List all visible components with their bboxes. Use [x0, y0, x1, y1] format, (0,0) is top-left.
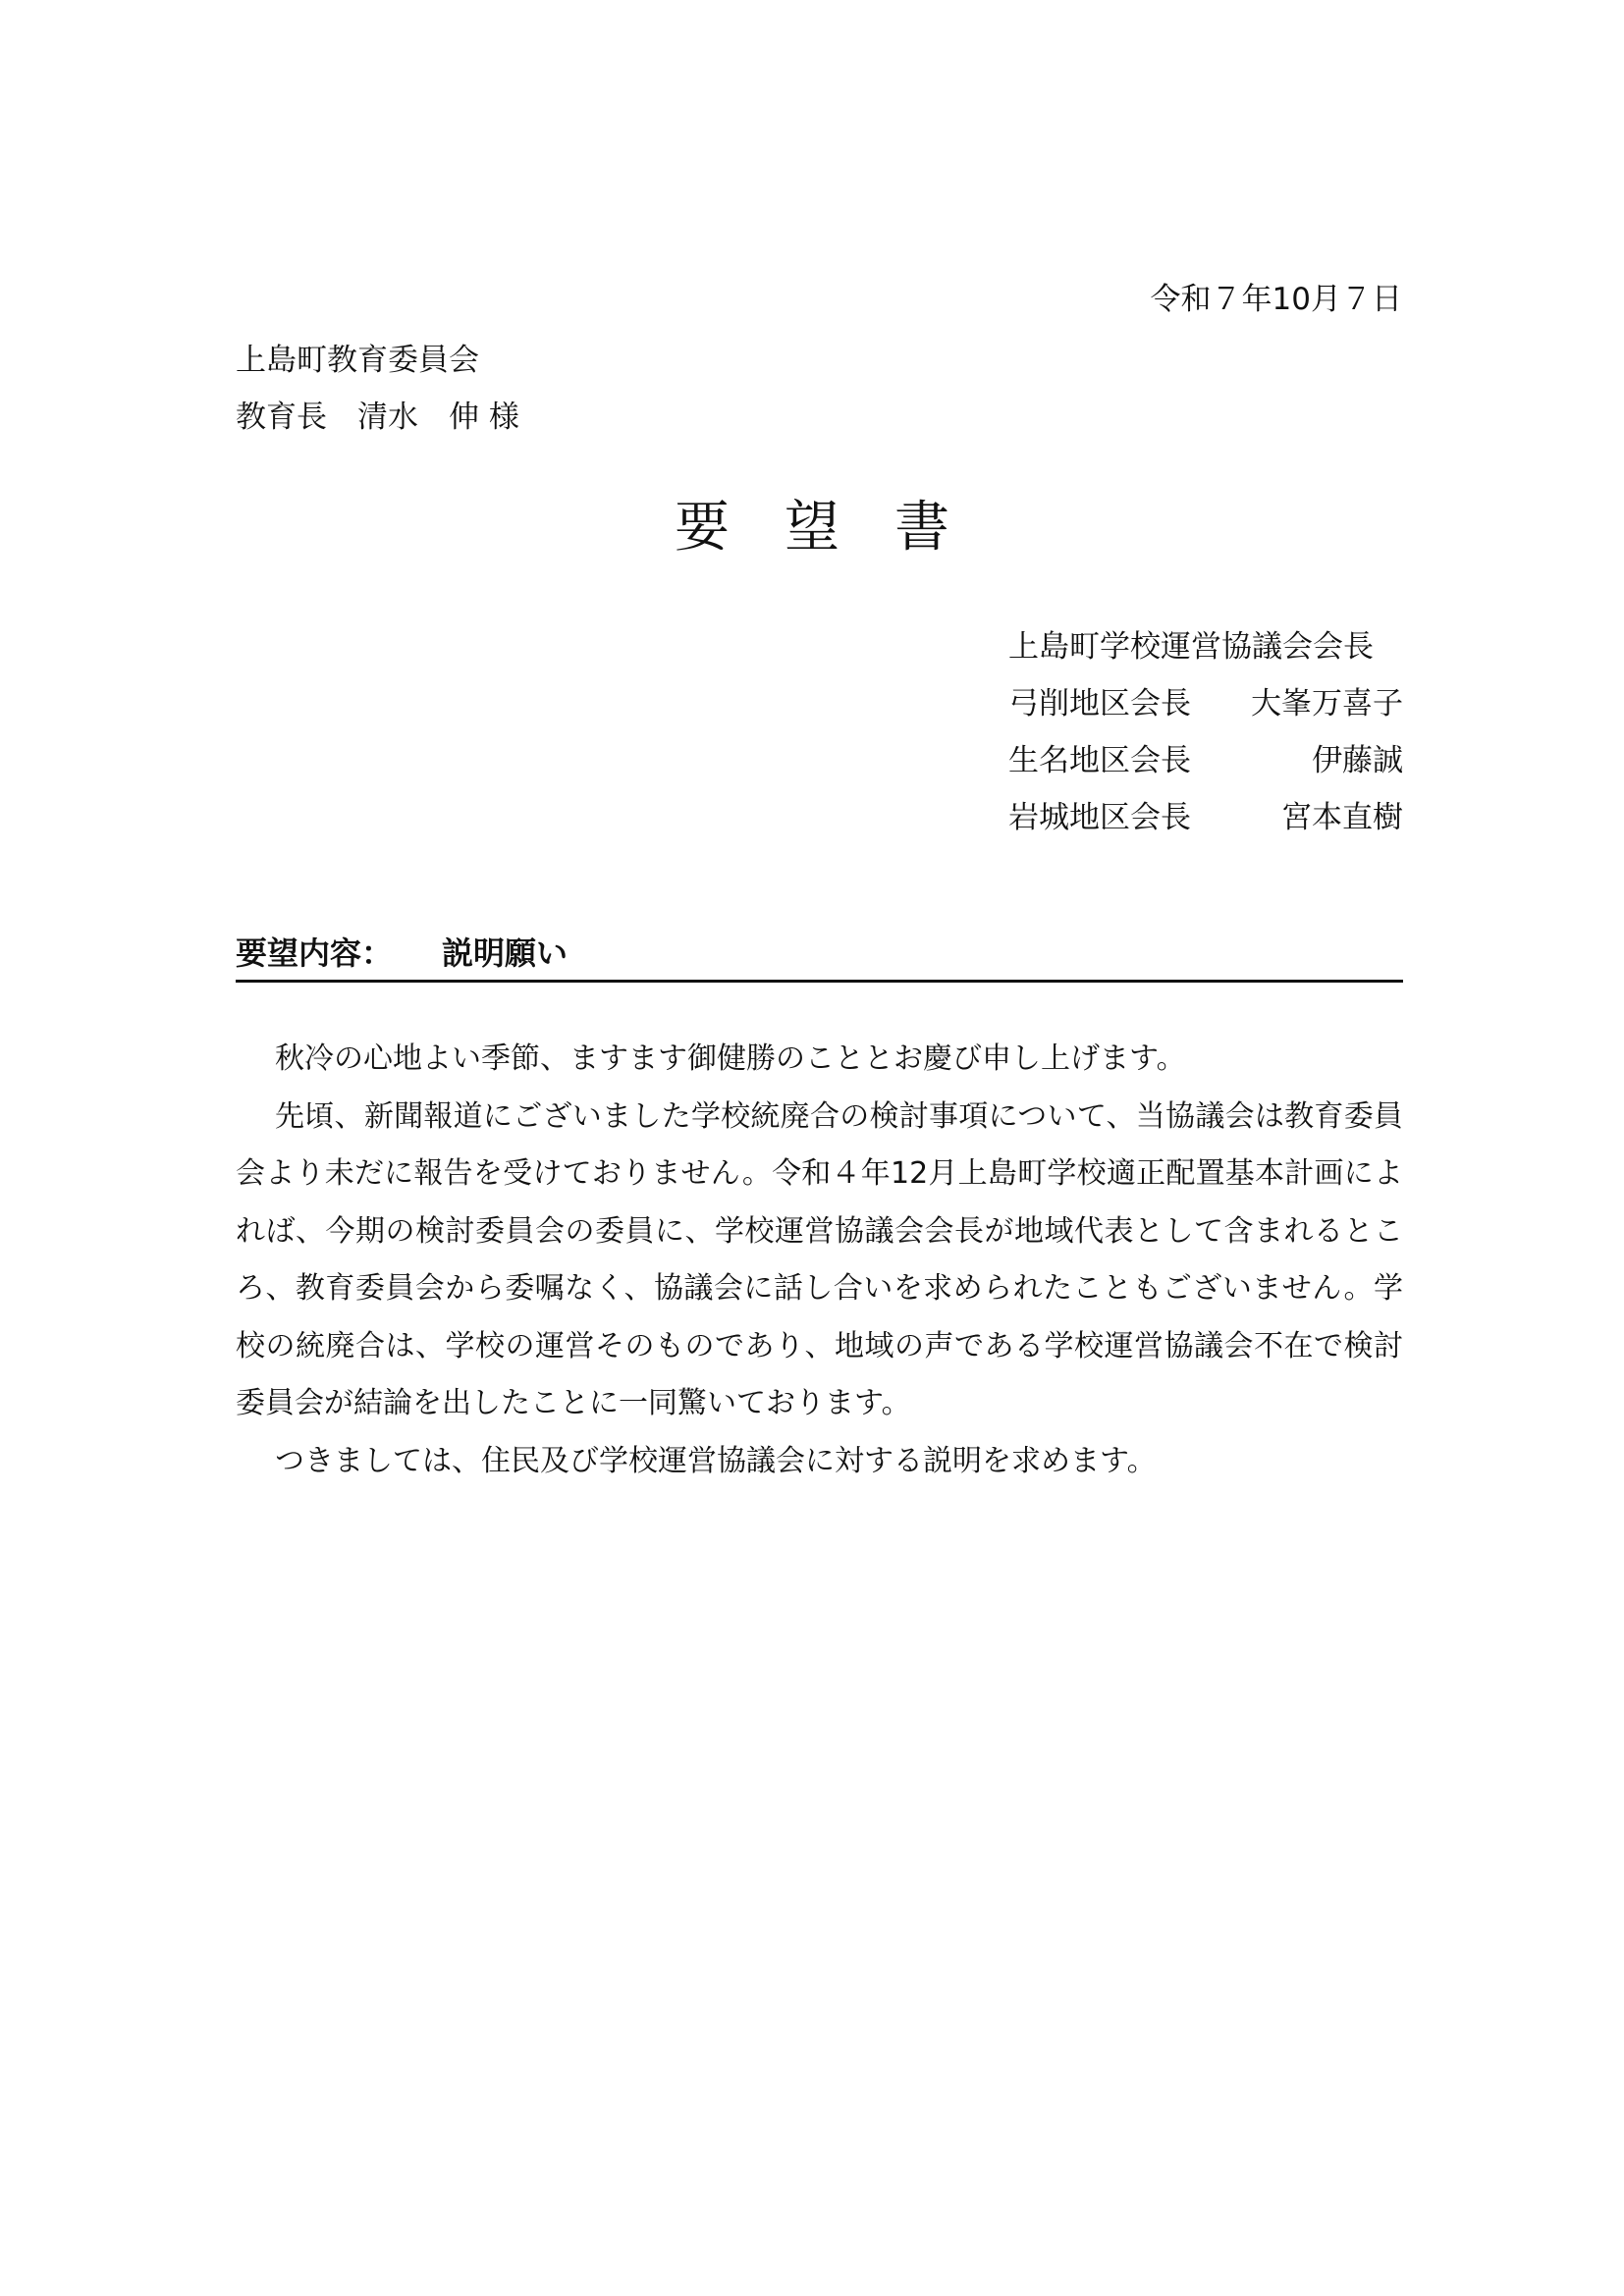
letter-body [236, 1031, 1403, 1490]
sender-name: 大峯万喜子 [1251, 686, 1403, 721]
sender-role: 生名地区会長 [1008, 743, 1191, 778]
sender-row [1008, 789, 1403, 846]
addressee-block [236, 332, 519, 446]
sender-name: 伊藤誠 [1312, 743, 1403, 778]
addressee-organization: 上島町教育委員会 [236, 343, 479, 378]
addressee-name: 教育長 清水 伸 様 [236, 400, 519, 435]
body-paragraph: 秋冷の心地よい季節、ますます御健勝のこととお慶び申し上げます。 [275, 1041, 1186, 1076]
sender-row [1008, 732, 1403, 789]
sender-role: 岩城地区会長 [1008, 800, 1191, 835]
sender-row [1008, 675, 1403, 732]
document-title: 要 望 書 [675, 496, 949, 560]
request-heading [236, 929, 1403, 983]
body-paragraph: つきましては、住民及び学校運営協議会に対する説明を求めます。 [275, 1443, 1157, 1478]
request-heading-label: 要望内容： [236, 934, 394, 972]
sender-role: 弓削地区会長 [1008, 686, 1191, 721]
sender-name: 宮本直樹 [1281, 800, 1403, 835]
document-date: 令和７年10月７日 [1150, 282, 1402, 317]
sender-organization: 上島町学校運営協議会会長 [1008, 629, 1374, 665]
body-paragraph: 先頃、新聞報道にございました学校統廃合の検討事項について、当協議会は教育委員会より未だに報告を受けておりません。令和４年12月上島町学校適正配置基本計画によれば、今期の検討委員会の委員に、学校運営協議会会長が地域代表として含まれるところ、教育委員会から委嘱なく、協議会に話し合いを求められたこともございません。学校の統廃合は、学校の運営そのものであり、地域の声である学校運営協議会不在で検討委員会が結論を出したことに一同驚いております。 [236, 1098, 1403, 1420]
sender-block [1008, 618, 1403, 846]
request-heading-subject: 説明願い [442, 934, 568, 972]
